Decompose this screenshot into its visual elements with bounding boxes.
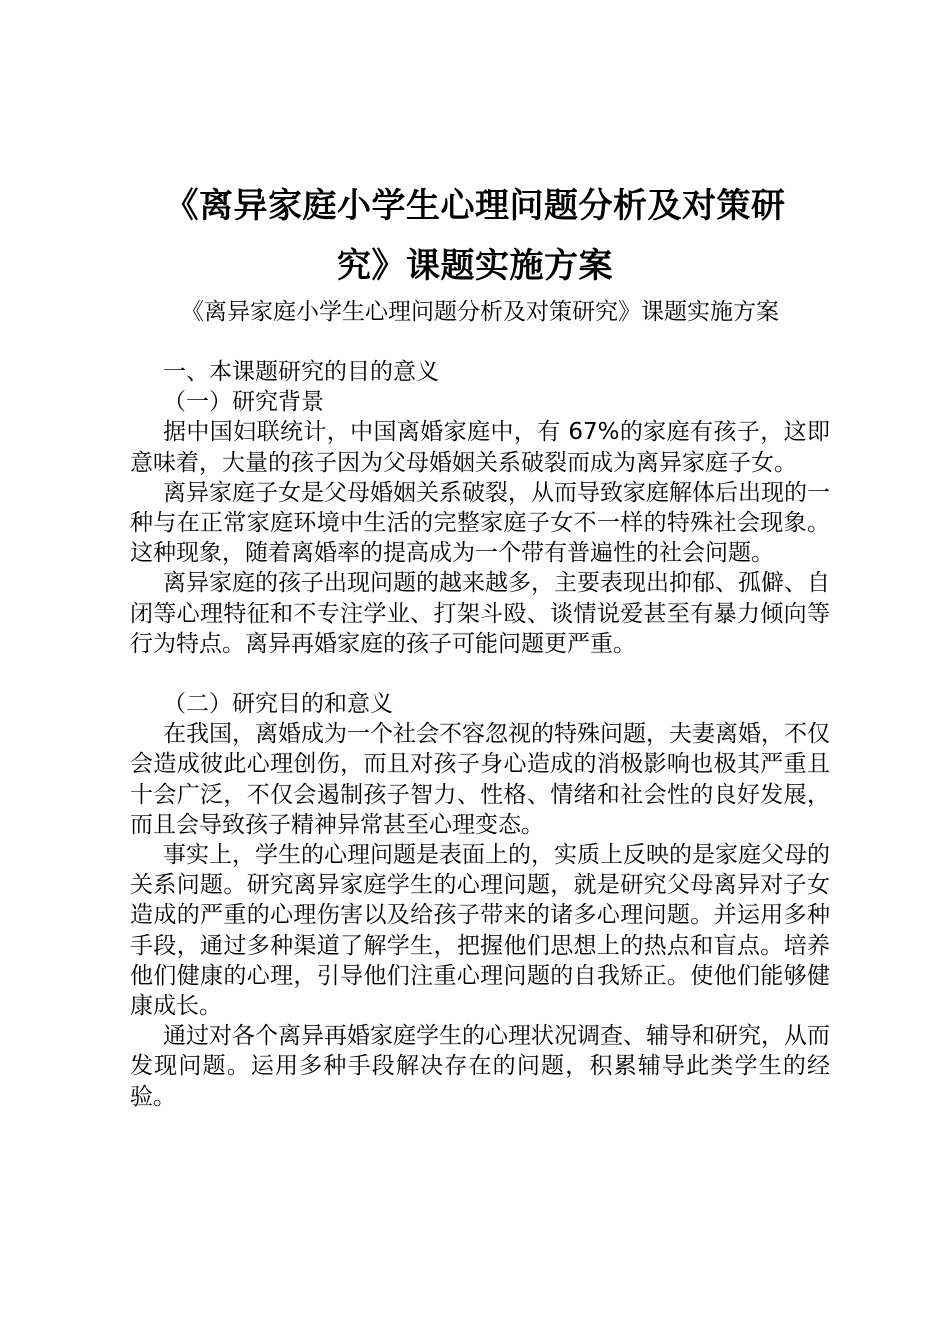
paragraph-problems: 离异家庭的孩子出现问题的越来越多，主要表现出抑郁、孤僻、自闭等心理特征和不专注学业、打架斗殴、谈情说爱甚至有暴力倾向等行为特点。离异再婚家庭的孩子可能问题更严重。 — [130, 570, 830, 657]
section-heading-1: 一、本课题研究的目的意义 — [163, 359, 439, 385]
document-title-line-2: 究》课题实施方案 — [337, 246, 613, 286]
paragraph-methods: 通过对各个离异再婚家庭学生的心理状况调查、辅导和研究，从而发现问题。运用多种手段解决存在的问题，积累辅导此类学生的经验。 — [130, 1023, 830, 1110]
paragraph-statistics: 据中国妇联统计，中国离婚家庭中，有 67%的家庭有孩子，这即意味着，大量的孩子因为父母婚姻关系破裂而成为离异家庭子女。 — [130, 419, 830, 476]
paragraph-spacer — [130, 659, 830, 689]
paragraph-research-essence: 事实上，学生的心理问题是表面上的，实质上反映的是家庭父母的关系问题。研究离异家庭学生的心理问题，就是研究父母离异对子女造成的严重的心理伤害以及给孩子带来的诸多心理问题。并运用多种手段，通过多种渠道了解学生，把握他们思想上的热点和盲点。培养他们健康的心理，引导他们注重心理问题的自我矫正。使他们能够健康成长。 — [130, 842, 830, 1020]
document-body — [130, 357, 830, 1112]
document-title-line-1: 《离异家庭小学生心理问题分析及对策研 — [164, 186, 786, 226]
subsection-heading-purpose: （二）研究目的和意义 — [163, 691, 393, 718]
paragraph-definition: 离异家庭子女是父母婚姻关系破裂，从而导致家庭解体后出现的一种与在正常家庭环境中生活的完整家庭子女不一样的特殊社会现象。这种现象，随着离婚率的提高成为一个带有普遍性的社会问题。 — [130, 479, 830, 567]
subsection-heading-background: （一）研究背景 — [163, 389, 324, 416]
paragraph-divorce-impact: 在我国，离婚成为一个社会不容忽视的特殊问题，夫妻离婚，不仅会造成彼此心理创伤，而且对孩子身心造成的消极影响也极其严重且十会广泛，不仅会遏制孩子智力、性格、情绪和社会性的良好发展，而且会导致孩子精神异常甚至心理变态。 — [130, 721, 830, 838]
document-subtitle: 《离异家庭小学生心理问题分析及对策研究》课题实施方案 — [181, 299, 779, 325]
